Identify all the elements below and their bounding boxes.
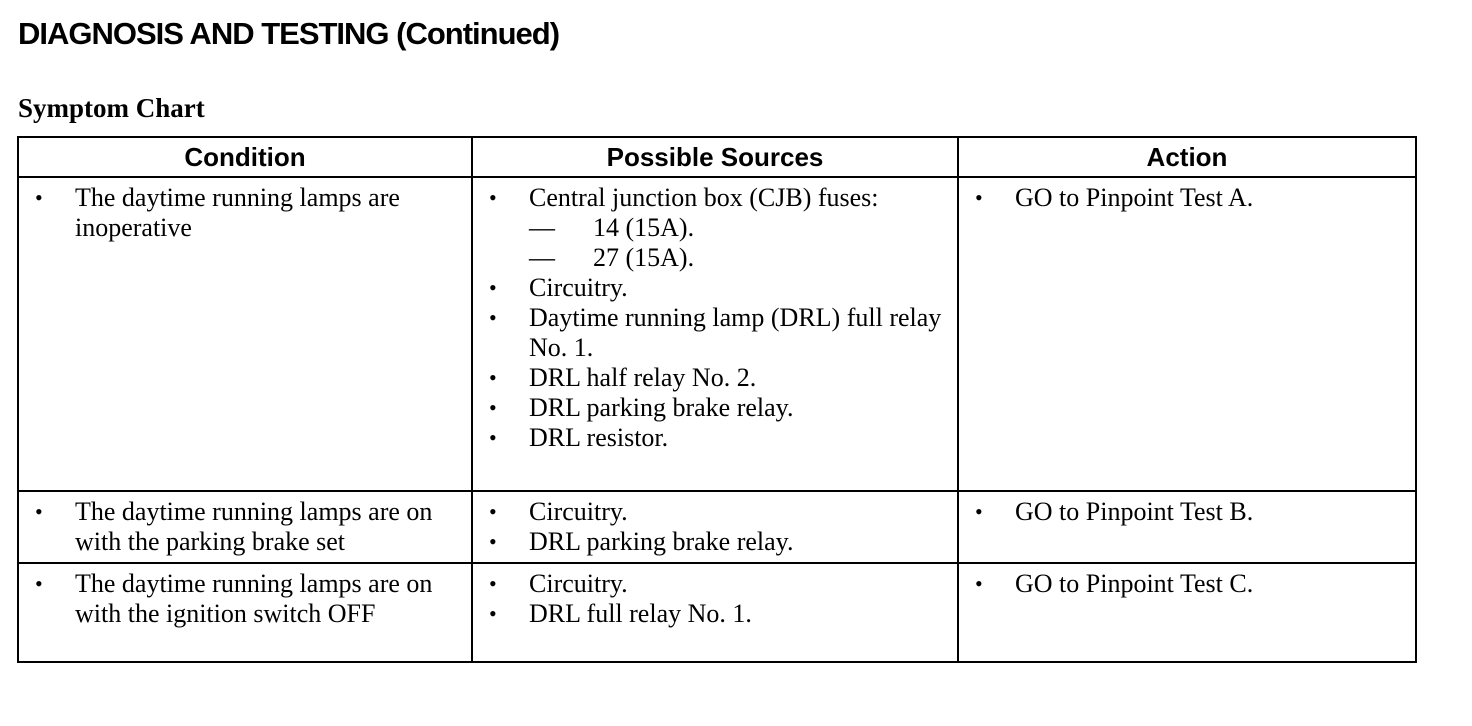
source-text: DRL resistor. [529, 423, 669, 452]
bullet-icon: • [489, 275, 497, 300]
fuse-text: 14 (15A). [593, 213, 695, 242]
action-cell [958, 177, 1416, 491]
list-item [485, 273, 949, 303]
source-text: DRL full relay No. 1. [529, 599, 752, 628]
list-item [485, 423, 949, 453]
table-row [18, 491, 1416, 563]
bullet-icon: • [35, 499, 43, 524]
table-header-row [18, 137, 1416, 177]
source-text: Circuitry. [529, 569, 628, 598]
table-row [18, 563, 1416, 662]
bullet-icon: • [489, 395, 497, 420]
source-text: Circuitry. [529, 497, 628, 526]
list-item [31, 183, 463, 243]
list-item [485, 569, 949, 599]
source-text: DRL half relay No. 2. [529, 363, 757, 392]
bullet-icon: • [489, 601, 497, 626]
possible-sources-cell [472, 563, 958, 662]
bullet-icon: • [489, 185, 497, 210]
source-text: Central junction box (CJB) fuses: [529, 183, 879, 212]
bullet-icon: • [489, 365, 497, 390]
dash-icon: — [529, 243, 555, 272]
condition-cell [18, 491, 472, 563]
fuse-line [529, 243, 949, 273]
source-text: DRL parking brake relay. [529, 393, 794, 422]
action-cell [958, 563, 1416, 662]
fuse-line [529, 213, 949, 243]
action-text: GO to Pinpoint Test C. [1015, 569, 1254, 598]
page-heading: DIAGNOSIS AND TESTING (Continued) [18, 16, 560, 51]
column-header-condition: Condition [18, 137, 472, 177]
column-header-possible-sources: Possible Sources [472, 137, 958, 177]
bullet-icon: • [489, 529, 497, 554]
list-item [971, 183, 1407, 213]
list-item [485, 527, 949, 557]
list-item [31, 497, 463, 557]
possible-sources-cell [472, 491, 958, 563]
bullet-icon: • [975, 185, 983, 210]
list-item [485, 183, 949, 273]
bullet-icon: • [975, 499, 983, 524]
bullet-icon: • [35, 185, 43, 210]
source-text: DRL parking brake relay. [529, 527, 794, 556]
list-item [485, 599, 949, 629]
list-item [485, 393, 949, 423]
action-text: GO to Pinpoint Test B. [1015, 497, 1254, 526]
action-cell [958, 491, 1416, 563]
list-item [485, 497, 949, 527]
symptom-chart-title: Symptom Chart [18, 93, 205, 123]
source-text: Daytime running lamp (DRL) full relay No. 1. [529, 303, 942, 362]
column-header-action: Action [958, 137, 1416, 177]
bullet-icon: • [35, 571, 43, 596]
condition-cell [18, 563, 472, 662]
bullet-icon: • [489, 571, 497, 596]
possible-sources-cell [472, 177, 958, 491]
list-item [485, 303, 949, 363]
action-text: GO to Pinpoint Test A. [1015, 183, 1254, 212]
list-item [971, 497, 1407, 527]
bullet-icon: • [489, 425, 497, 450]
list-item [31, 569, 463, 629]
table-row [18, 177, 1416, 491]
condition-text: The daytime running lamps are inoperative [75, 183, 400, 242]
source-text: Circuitry. [529, 273, 628, 302]
bullet-icon: • [975, 571, 983, 596]
condition-cell [18, 177, 472, 491]
bullet-icon: • [489, 499, 497, 524]
bullet-icon: • [489, 305, 497, 330]
list-item [971, 569, 1407, 599]
list-item [485, 363, 949, 393]
dash-icon: — [529, 213, 555, 242]
condition-text: The daytime running lamps are on with the parking brake set [75, 497, 433, 556]
fuse-text: 27 (15A). [593, 243, 695, 272]
condition-text: The daytime running lamps are on with the ignition switch OFF [75, 569, 433, 628]
symptom-chart-table [17, 136, 1417, 663]
